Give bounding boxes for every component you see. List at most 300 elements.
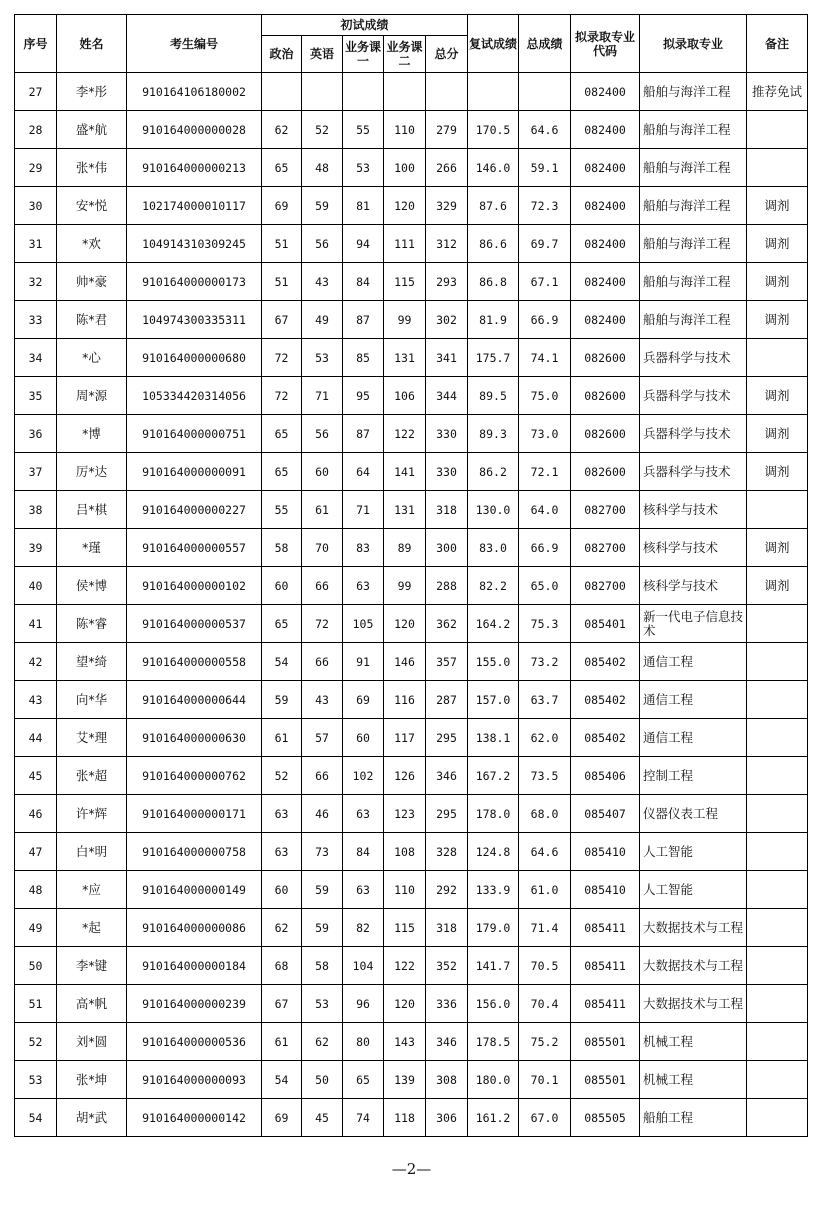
cell-major: 核科学与技术 (640, 491, 747, 529)
cell-english: 53 (302, 985, 343, 1023)
cell-note (747, 681, 808, 719)
cell-course1: 95 (343, 377, 384, 415)
cell-prelim-total: 362 (426, 605, 468, 643)
cell-major-code: 085410 (571, 833, 640, 871)
cell-total: 73.0 (519, 415, 571, 453)
cell-exam-id: 910164000000644 (127, 681, 262, 719)
cell-retest: 161.2 (468, 1099, 519, 1137)
cell-name: 陈*睿 (57, 605, 127, 643)
cell-total: 67.0 (519, 1099, 571, 1137)
cell-major: 兵器科学与技术 (640, 453, 747, 491)
cell-note (747, 871, 808, 909)
cell-prelim-total: 295 (426, 795, 468, 833)
cell-major: 船舶与海洋工程 (640, 73, 747, 111)
cell-exam-id: 104974300335311 (127, 301, 262, 339)
cell-retest: 86.8 (468, 263, 519, 301)
cell-name: 白*明 (57, 833, 127, 871)
cell-english: 66 (302, 757, 343, 795)
cell-seq: 54 (15, 1099, 57, 1137)
cell-major-code: 082400 (571, 111, 640, 149)
cell-major: 船舶与海洋工程 (640, 187, 747, 225)
cell-retest: 141.7 (468, 947, 519, 985)
cell-major-code: 082400 (571, 187, 640, 225)
table-row (15, 909, 808, 947)
cell-exam-id: 910164000000149 (127, 871, 262, 909)
cell-note (747, 985, 808, 1023)
cell-prelim-total: 330 (426, 415, 468, 453)
cell-exam-id: 102174000010117 (127, 187, 262, 225)
cell-course2: 89 (384, 529, 426, 567)
cell-seq: 33 (15, 301, 57, 339)
cell-major: 核科学与技术 (640, 567, 747, 605)
cell-note: 调剂 (747, 225, 808, 263)
table-row (15, 1099, 808, 1137)
cell-english: 72 (302, 605, 343, 643)
cell-course1: 63 (343, 795, 384, 833)
header-prelim-total: 总分 (426, 36, 468, 73)
cell-major: 兵器科学与技术 (640, 377, 747, 415)
cell-seq: 36 (15, 415, 57, 453)
cell-retest: 178.5 (468, 1023, 519, 1061)
cell-total: 69.7 (519, 225, 571, 263)
cell-exam-id: 910164000000630 (127, 719, 262, 757)
cell-retest: 83.0 (468, 529, 519, 567)
cell-course1: 60 (343, 719, 384, 757)
cell-exam-id: 910164000000680 (127, 339, 262, 377)
cell-course2: 117 (384, 719, 426, 757)
cell-name: *应 (57, 871, 127, 909)
cell-seq: 44 (15, 719, 57, 757)
cell-major-code: 085406 (571, 757, 640, 795)
cell-seq: 38 (15, 491, 57, 529)
table-row (15, 529, 808, 567)
cell-major-code: 082700 (571, 529, 640, 567)
table-row (15, 149, 808, 187)
cell-retest: 86.2 (468, 453, 519, 491)
cell-name: 安*悦 (57, 187, 127, 225)
cell-course2: 143 (384, 1023, 426, 1061)
cell-name: 盛*航 (57, 111, 127, 149)
header-course2: 业务课二 (384, 36, 426, 73)
cell-course1: 83 (343, 529, 384, 567)
cell-note: 调剂 (747, 377, 808, 415)
cell-course2: 139 (384, 1061, 426, 1099)
cell-english: 50 (302, 1061, 343, 1099)
cell-major: 船舶与海洋工程 (640, 263, 747, 301)
cell-name: 张*坤 (57, 1061, 127, 1099)
header-major-code: 拟录取专业代码 (571, 15, 640, 73)
table-row (15, 377, 808, 415)
cell-major: 兵器科学与技术 (640, 415, 747, 453)
page-number: —2— (391, 1160, 432, 1178)
cell-english: 46 (302, 795, 343, 833)
cell-major-code: 082400 (571, 263, 640, 301)
cell-retest: 167.2 (468, 757, 519, 795)
cell-prelim-total: 306 (426, 1099, 468, 1137)
header-note: 备注 (747, 15, 808, 73)
cell-total: 64.6 (519, 111, 571, 149)
cell-major-code: 085402 (571, 719, 640, 757)
cell-name: *博 (57, 415, 127, 453)
cell-major: 机械工程 (640, 1061, 747, 1099)
cell-politics: 62 (262, 111, 302, 149)
table-row (15, 225, 808, 263)
table-row (15, 643, 808, 681)
cell-course1: 91 (343, 643, 384, 681)
cell-english: 53 (302, 339, 343, 377)
cell-name: 艾*理 (57, 719, 127, 757)
cell-note (747, 111, 808, 149)
cell-course1: 71 (343, 491, 384, 529)
cell-major: 船舶与海洋工程 (640, 111, 747, 149)
cell-course2: 123 (384, 795, 426, 833)
cell-politics: 58 (262, 529, 302, 567)
table-row (15, 301, 808, 339)
cell-seq: 42 (15, 643, 57, 681)
cell-exam-id: 910164000000091 (127, 453, 262, 491)
cell-seq: 46 (15, 795, 57, 833)
cell-english: 59 (302, 871, 343, 909)
cell-seq: 35 (15, 377, 57, 415)
header-total: 总成绩 (519, 15, 571, 73)
cell-total: 66.9 (519, 301, 571, 339)
cell-exam-id: 910164000000227 (127, 491, 262, 529)
cell-prelim-total: 288 (426, 567, 468, 605)
cell-total: 75.3 (519, 605, 571, 643)
cell-major: 船舶工程 (640, 1099, 747, 1137)
cell-retest: 81.9 (468, 301, 519, 339)
cell-prelim-total: 279 (426, 111, 468, 149)
cell-course2: 99 (384, 567, 426, 605)
cell-total: 75.0 (519, 377, 571, 415)
cell-course1: 63 (343, 871, 384, 909)
cell-politics: 68 (262, 947, 302, 985)
cell-retest: 178.0 (468, 795, 519, 833)
cell-prelim-total: 336 (426, 985, 468, 1023)
cell-exam-id: 910164000000557 (127, 529, 262, 567)
table-body (15, 73, 808, 1137)
cell-exam-id: 910164000000086 (127, 909, 262, 947)
cell-course1: 74 (343, 1099, 384, 1137)
cell-course1: 64 (343, 453, 384, 491)
cell-exam-id: 910164000000028 (127, 111, 262, 149)
table-row (15, 187, 808, 225)
cell-english: 57 (302, 719, 343, 757)
cell-course2: 141 (384, 453, 426, 491)
cell-name: 刘*圆 (57, 1023, 127, 1061)
cell-english: 61 (302, 491, 343, 529)
cell-major: 仪器仪表工程 (640, 795, 747, 833)
cell-course2: 120 (384, 985, 426, 1023)
cell-seq: 41 (15, 605, 57, 643)
cell-retest: 86.6 (468, 225, 519, 263)
cell-course1: 85 (343, 339, 384, 377)
cell-politics: 51 (262, 263, 302, 301)
cell-total: 59.1 (519, 149, 571, 187)
cell-exam-id: 910164000000758 (127, 833, 262, 871)
header-politics: 政治 (262, 36, 302, 73)
cell-name: *起 (57, 909, 127, 947)
cell-english: 59 (302, 187, 343, 225)
cell-retest: 89.3 (468, 415, 519, 453)
cell-major-code: 082400 (571, 301, 640, 339)
cell-total: 64.6 (519, 833, 571, 871)
cell-retest: 156.0 (468, 985, 519, 1023)
cell-note: 调剂 (747, 263, 808, 301)
admission-table (14, 14, 808, 1137)
cell-politics: 67 (262, 985, 302, 1023)
cell-prelim-total: 292 (426, 871, 468, 909)
cell-retest: 170.5 (468, 111, 519, 149)
cell-note (747, 833, 808, 871)
cell-total: 65.0 (519, 567, 571, 605)
cell-seq: 34 (15, 339, 57, 377)
cell-exam-id: 910164000000184 (127, 947, 262, 985)
cell-major: 通信工程 (640, 643, 747, 681)
cell-prelim-total: 357 (426, 643, 468, 681)
cell-politics: 65 (262, 605, 302, 643)
cell-name: 周*源 (57, 377, 127, 415)
cell-politics: 63 (262, 795, 302, 833)
cell-course2: 122 (384, 947, 426, 985)
cell-course2: 120 (384, 605, 426, 643)
cell-english: 43 (302, 263, 343, 301)
cell-note: 调剂 (747, 187, 808, 225)
cell-course2: 122 (384, 415, 426, 453)
cell-major-code: 085411 (571, 947, 640, 985)
cell-major-code: 085401 (571, 605, 640, 643)
cell-major: 控制工程 (640, 757, 747, 795)
cell-course1: 105 (343, 605, 384, 643)
cell-note (747, 947, 808, 985)
cell-note: 调剂 (747, 529, 808, 567)
table-row (15, 263, 808, 301)
cell-name: 张*伟 (57, 149, 127, 187)
cell-politics: 54 (262, 1061, 302, 1099)
cell-politics: 63 (262, 833, 302, 871)
cell-note (747, 1023, 808, 1061)
cell-politics: 60 (262, 567, 302, 605)
cell-name: 帅*豪 (57, 263, 127, 301)
header-major: 拟录取专业 (640, 15, 747, 73)
cell-exam-id: 910164000000142 (127, 1099, 262, 1137)
cell-course2: 115 (384, 263, 426, 301)
cell-note (747, 757, 808, 795)
cell-course2: 106 (384, 377, 426, 415)
cell-exam-id: 910164000000537 (127, 605, 262, 643)
cell-prelim-total: 346 (426, 1023, 468, 1061)
cell-major-code: 085407 (571, 795, 640, 833)
cell-major: 船舶与海洋工程 (640, 225, 747, 263)
cell-exam-id: 910164000000762 (127, 757, 262, 795)
cell-prelim-total: 308 (426, 1061, 468, 1099)
cell-course1: 94 (343, 225, 384, 263)
cell-course2: 126 (384, 757, 426, 795)
cell-course1: 69 (343, 681, 384, 719)
cell-politics: 67 (262, 301, 302, 339)
cell-major: 兵器科学与技术 (640, 339, 747, 377)
cell-major-code: 082700 (571, 567, 640, 605)
cell-total: 64.0 (519, 491, 571, 529)
cell-prelim-total: 287 (426, 681, 468, 719)
cell-major: 大数据技术与工程 (640, 909, 747, 947)
cell-seq: 52 (15, 1023, 57, 1061)
cell-name: 胡*武 (57, 1099, 127, 1137)
cell-course2: 108 (384, 833, 426, 871)
table-row (15, 453, 808, 491)
cell-course2: 99 (384, 301, 426, 339)
cell-english: 45 (302, 1099, 343, 1137)
cell-retest: 138.1 (468, 719, 519, 757)
cell-retest: 130.0 (468, 491, 519, 529)
table-row (15, 719, 808, 757)
cell-major-code: 085402 (571, 643, 640, 681)
cell-major: 人工智能 (640, 871, 747, 909)
cell-english (302, 73, 343, 111)
cell-total: 72.3 (519, 187, 571, 225)
cell-course2: 115 (384, 909, 426, 947)
cell-course2 (384, 73, 426, 111)
cell-english: 52 (302, 111, 343, 149)
cell-note (747, 149, 808, 187)
cell-prelim-total: 330 (426, 453, 468, 491)
cell-total: 73.5 (519, 757, 571, 795)
cell-course1: 63 (343, 567, 384, 605)
cell-major: 通信工程 (640, 719, 747, 757)
cell-prelim-total: 295 (426, 719, 468, 757)
cell-note: 调剂 (747, 301, 808, 339)
cell-exam-id: 910164000000171 (127, 795, 262, 833)
cell-name: 向*华 (57, 681, 127, 719)
cell-english: 49 (302, 301, 343, 339)
table-row (15, 985, 808, 1023)
cell-retest: 175.7 (468, 339, 519, 377)
cell-major: 大数据技术与工程 (640, 985, 747, 1023)
cell-note: 推荐免试 (747, 73, 808, 111)
header-course1: 业务课一 (343, 36, 384, 73)
table-row (15, 491, 808, 529)
table-row (15, 795, 808, 833)
cell-retest: 179.0 (468, 909, 519, 947)
cell-retest: 164.2 (468, 605, 519, 643)
cell-retest: 157.0 (468, 681, 519, 719)
cell-course2: 116 (384, 681, 426, 719)
cell-politics: 72 (262, 339, 302, 377)
cell-seq: 27 (15, 73, 57, 111)
cell-course2: 110 (384, 111, 426, 149)
cell-total: 67.1 (519, 263, 571, 301)
cell-total: 72.1 (519, 453, 571, 491)
cell-exam-id: 910164000000558 (127, 643, 262, 681)
cell-english: 43 (302, 681, 343, 719)
cell-major-code: 082400 (571, 149, 640, 187)
table-row (15, 415, 808, 453)
table-row (15, 567, 808, 605)
cell-seq: 32 (15, 263, 57, 301)
cell-english: 73 (302, 833, 343, 871)
cell-politics: 59 (262, 681, 302, 719)
cell-note: 调剂 (747, 567, 808, 605)
cell-seq: 31 (15, 225, 57, 263)
table-row (15, 833, 808, 871)
cell-total: 68.0 (519, 795, 571, 833)
cell-exam-id: 105334420314056 (127, 377, 262, 415)
cell-prelim-total: 302 (426, 301, 468, 339)
cell-english: 70 (302, 529, 343, 567)
table-row (15, 339, 808, 377)
cell-total: 74.1 (519, 339, 571, 377)
cell-name: 张*超 (57, 757, 127, 795)
cell-total: 63.7 (519, 681, 571, 719)
cell-name: 望*绮 (57, 643, 127, 681)
cell-total: 71.4 (519, 909, 571, 947)
cell-course1: 65 (343, 1061, 384, 1099)
table-row (15, 111, 808, 149)
cell-prelim-total: 346 (426, 757, 468, 795)
cell-exam-id: 910164000000213 (127, 149, 262, 187)
header-name: 姓名 (57, 15, 127, 73)
cell-politics: 51 (262, 225, 302, 263)
cell-retest: 133.9 (468, 871, 519, 909)
cell-course2: 111 (384, 225, 426, 263)
cell-course1: 82 (343, 909, 384, 947)
cell-seq: 28 (15, 111, 57, 149)
cell-course1: 55 (343, 111, 384, 149)
cell-total: 62.0 (519, 719, 571, 757)
cell-english: 60 (302, 453, 343, 491)
cell-major-code: 085501 (571, 1023, 640, 1061)
cell-major-code: 082400 (571, 225, 640, 263)
table-row (15, 871, 808, 909)
cell-english: 62 (302, 1023, 343, 1061)
cell-english: 48 (302, 149, 343, 187)
header-prelim-group: 初试成绩 (262, 15, 468, 36)
cell-seq: 40 (15, 567, 57, 605)
cell-seq: 49 (15, 909, 57, 947)
cell-course1: 53 (343, 149, 384, 187)
cell-course1: 102 (343, 757, 384, 795)
cell-retest: 87.6 (468, 187, 519, 225)
cell-major: 机械工程 (640, 1023, 747, 1061)
cell-name: *瑾 (57, 529, 127, 567)
cell-politics: 62 (262, 909, 302, 947)
cell-major: 船舶与海洋工程 (640, 149, 747, 187)
cell-seq: 48 (15, 871, 57, 909)
cell-prelim-total (426, 73, 468, 111)
cell-politics: 69 (262, 1099, 302, 1137)
cell-retest (468, 73, 519, 111)
cell-politics: 52 (262, 757, 302, 795)
cell-seq: 30 (15, 187, 57, 225)
header-retest: 复试成绩 (468, 15, 519, 73)
cell-course2: 146 (384, 643, 426, 681)
cell-course1: 80 (343, 1023, 384, 1061)
cell-major: 大数据技术与工程 (640, 947, 747, 985)
cell-english: 59 (302, 909, 343, 947)
cell-note (747, 719, 808, 757)
cell-course1: 87 (343, 301, 384, 339)
cell-total: 70.5 (519, 947, 571, 985)
cell-politics (262, 73, 302, 111)
cell-english: 56 (302, 225, 343, 263)
cell-note (747, 491, 808, 529)
cell-course1: 96 (343, 985, 384, 1023)
cell-prelim-total: 318 (426, 909, 468, 947)
cell-note (747, 1099, 808, 1137)
cell-name: 李*键 (57, 947, 127, 985)
cell-exam-id: 910164000000093 (127, 1061, 262, 1099)
cell-note (747, 909, 808, 947)
